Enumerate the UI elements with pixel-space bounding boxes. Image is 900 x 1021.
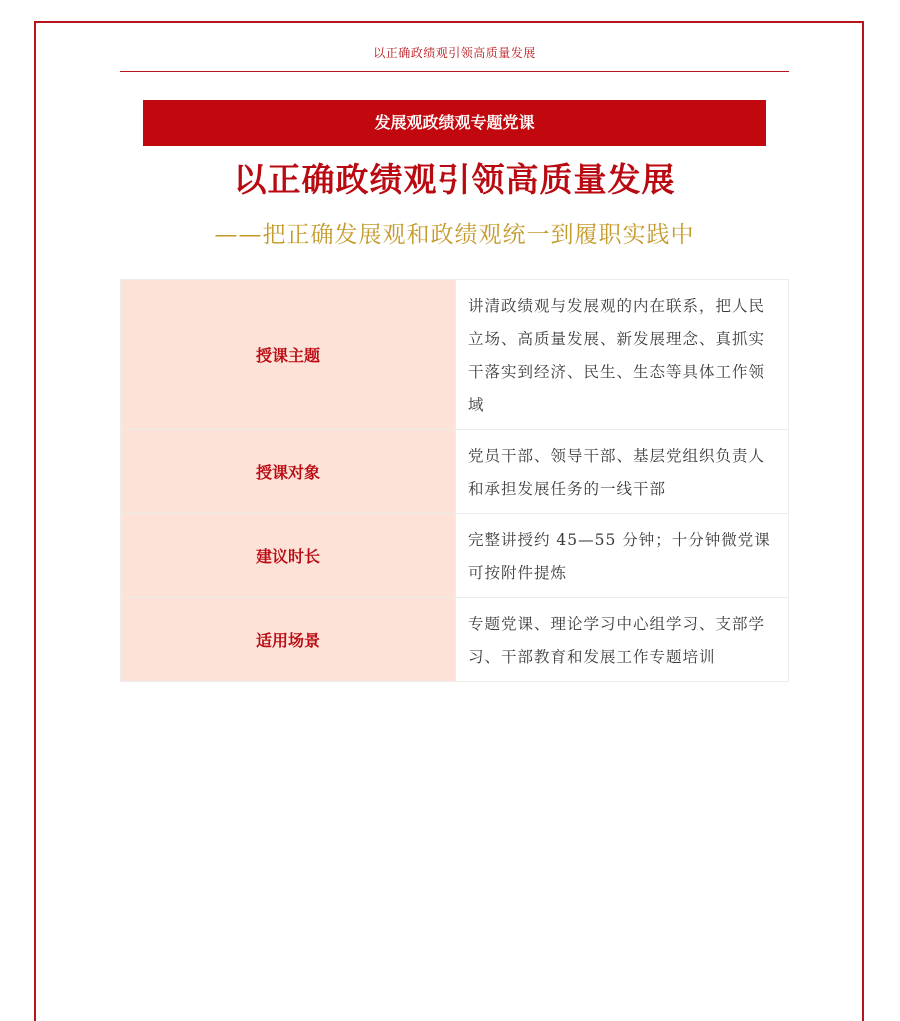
header-divider — [120, 71, 789, 72]
page-subtitle: ——把正确发展观和政绩观统一到履职实践中 — [214, 222, 695, 248]
table-row — [121, 280, 789, 430]
row-label: 授课主题 — [121, 280, 456, 430]
row-label: 建议时长 — [121, 514, 456, 598]
running-header: 以正确政绩观引领高质量发展 — [373, 46, 536, 60]
table-row — [121, 598, 789, 682]
row-value: 完整讲授约 45—55 分钟；十分钟微党课可按附件提炼 — [456, 514, 789, 598]
row-value: 专题党课、理论学习中心组学习、支部学习、干部教育和发展工作专题培训 — [456, 598, 789, 682]
row-value: 党员干部、领导干部、基层党组织负责人和承担发展任务的一线干部 — [456, 430, 789, 514]
course-info-table — [120, 279, 789, 682]
table-row — [121, 514, 789, 598]
row-label: 适用场景 — [121, 598, 456, 682]
table-row — [121, 430, 789, 514]
page-title: 以正确政绩观引领高质量发展 — [233, 160, 676, 199]
row-label: 授课对象 — [121, 430, 456, 514]
row-value: 讲清政绩观与发展观的内在联系，把人民立场、高质量发展、新发展理念、真抓实干落实到经济、民生、生态等具体工作领域 — [456, 280, 789, 430]
topic-banner: 发展观政绩观专题党课 — [143, 100, 766, 146]
